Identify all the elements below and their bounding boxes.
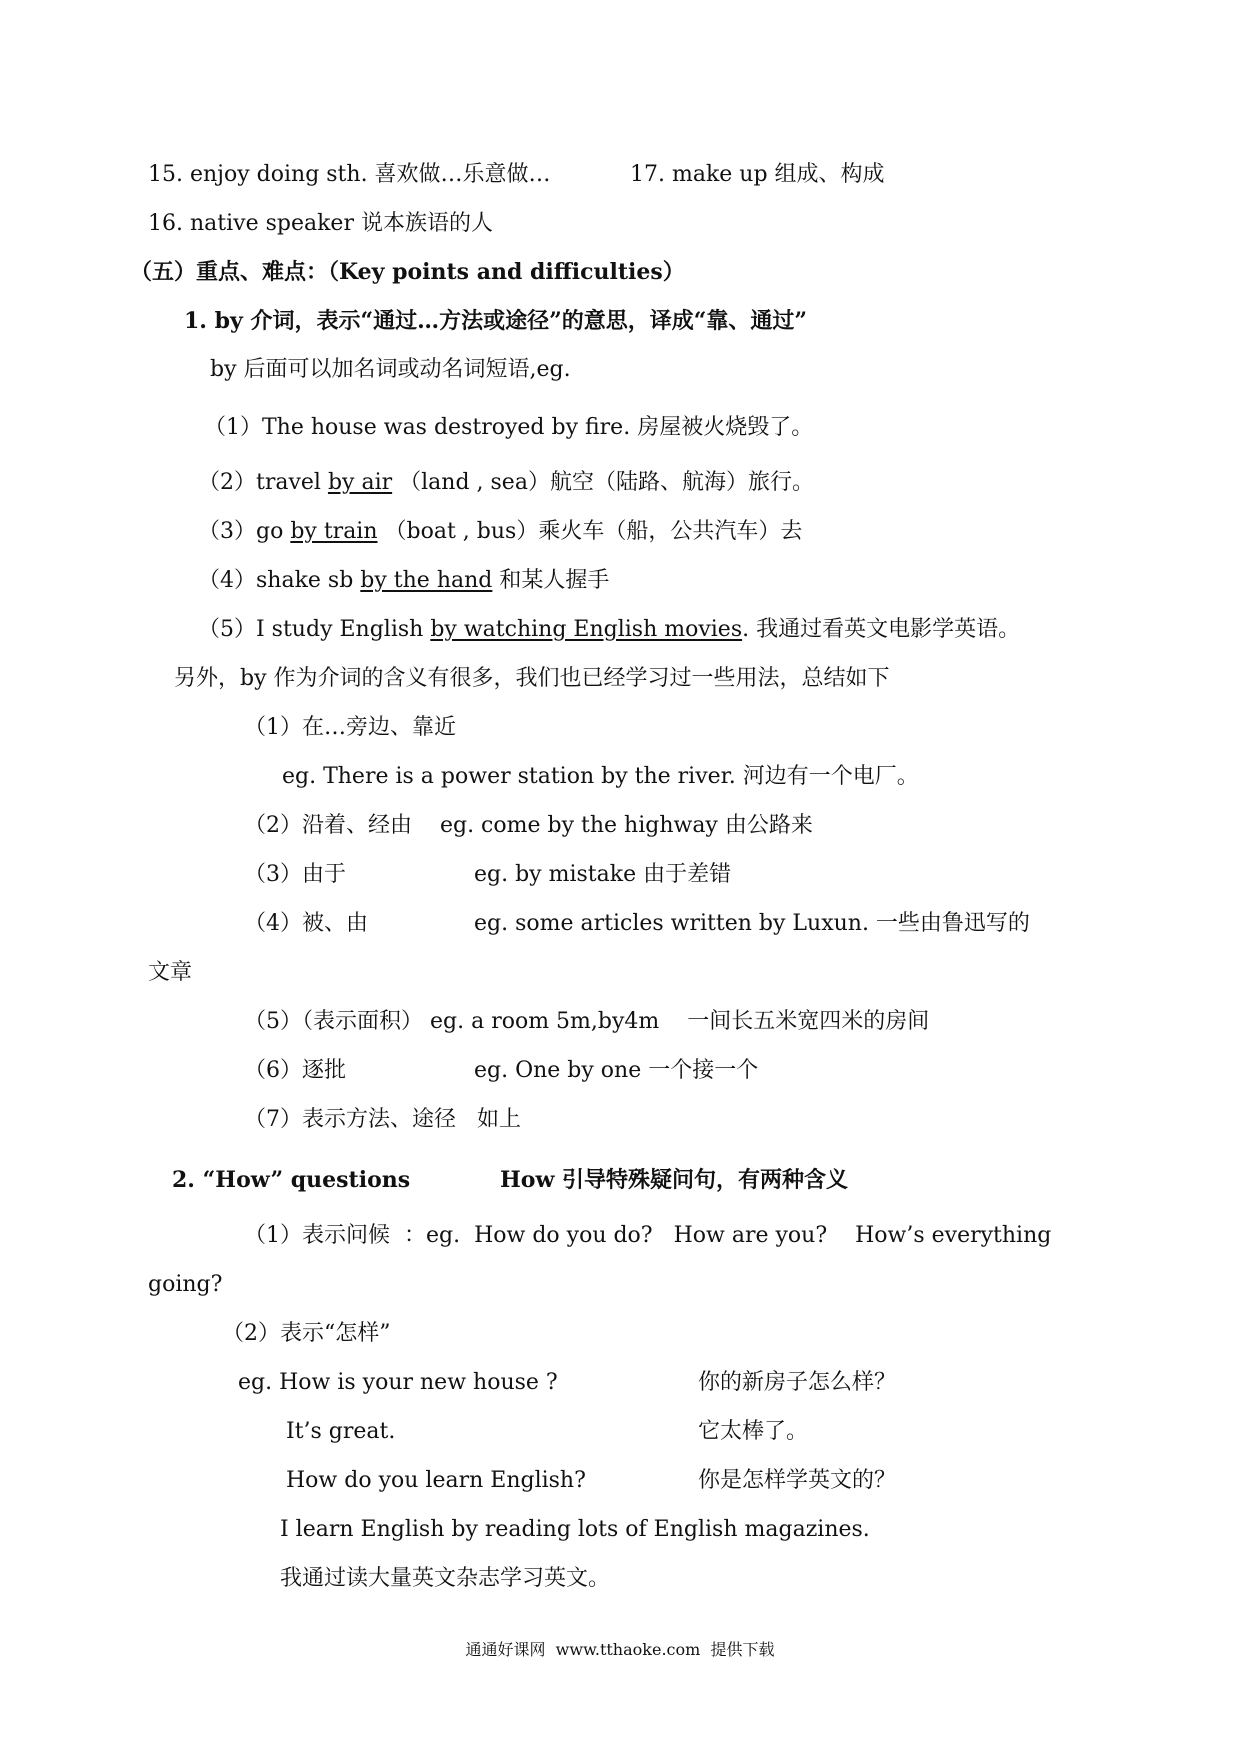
page-footer: 通通好课网 www.tthaoke.com 提供下载 (465, 1640, 775, 1659)
vocab-17: 17. make up 组成、构成 (630, 162, 885, 187)
how-meaning-1: （1）表示问候 ：eg. How do you do? How are you? How’s everything (244, 1223, 1052, 1248)
by-example-4 (198, 568, 609, 594)
vocab-15: 15. enjoy doing sth. 喜欢做…乐意做… (148, 162, 551, 187)
by-usage-6-label: （6）逐批 (244, 1058, 346, 1083)
by-summary: 另外，by 作为介词的含义有很多，我们也已经学习过一些用法，总结如下 (174, 666, 890, 691)
by-example-3-pre: （3）go (198, 519, 291, 544)
by-usage-1: （1）在…旁边、靠近 (244, 715, 456, 740)
by-example-2-underlined: by air (327, 470, 393, 495)
by-example-4-post: 和某人握手 (492, 568, 610, 593)
by-example-5-underlined: by watching English movies (430, 617, 743, 642)
how-question-1-cn: 你的新房子怎么样？ (698, 1370, 897, 1395)
by-example-5-post: . 我通过看英文电影学英语。 (742, 617, 1021, 642)
vocab-16: 16. native speaker 说本族语的人 (148, 211, 493, 236)
by-example-4-pre: （4）shake sb (198, 568, 361, 593)
how-question-2: How do you learn English? (286, 1468, 586, 1493)
point2-heading-left: 2. “How” questions (172, 1167, 411, 1193)
by-usage-1-example: eg. There is a power station by the river. 河边有一个电厂。 (282, 764, 919, 789)
point1-heading: 1. by 介词，表示“通过…方法或途径”的意思，译成“靠、通过” (184, 308, 808, 334)
by-example-5 (198, 617, 1020, 643)
by-usage-2: （2）沿着、经由 eg. come by the highway 由公路来 (244, 813, 813, 838)
by-usage-4-continuation: 文章 (148, 960, 193, 985)
point1-intro: by 后面可以加名词或动名词短语,eg. (210, 357, 571, 382)
by-example-3 (198, 519, 802, 545)
by-example-2 (198, 470, 814, 496)
by-usage-3-label: （3）由于 (244, 862, 346, 887)
by-example-2-post: （land , sea）航空（陆路、航海）旅行。 (392, 470, 814, 495)
by-usage-3-example: eg. by mistake 由于差错 (474, 862, 732, 887)
by-example-4-underlined: by the hand (360, 568, 493, 593)
point2-heading-right: How 引导特殊疑问句，有两种含义 (500, 1167, 849, 1193)
how-answer-1: It’s great. (286, 1419, 396, 1444)
by-example-2-pre: （2）travel (198, 470, 328, 495)
by-usage-6-example: eg. One by one 一个接一个 (474, 1058, 759, 1083)
how-answer-2: I learn English by reading lots of English magazines. (280, 1517, 870, 1542)
by-usage-4-example: eg. some articles written by Luxun. 一些由鲁迅写的 (474, 911, 1030, 936)
how-answer-1-cn: 它太棒了。 (698, 1419, 809, 1444)
by-usage-7: （7）表示方法、途径 如上 (244, 1107, 521, 1132)
by-example-1: （1）The house was destroyed by fire. 房屋被火烧毁了。 (204, 415, 814, 440)
by-usage-4-label: （4）被、由 (244, 911, 368, 936)
how-answer-2-cn: 我通过读大量英文杂志学习英文。 (280, 1566, 611, 1591)
how-meaning-1-continuation: going? (148, 1272, 223, 1297)
by-usage-5: （5）（表示面积） eg. a room 5m,by4m 一间长五米宽四米的房间 (244, 1009, 930, 1034)
by-example-5-pre: （5）I study English (198, 617, 431, 642)
how-meaning-2: （2）表示“怎样” (222, 1321, 391, 1346)
how-question-1: eg. How is your new house ? (238, 1370, 558, 1395)
section-heading: （五）重点、难点：（Key points and difficulties） (130, 259, 685, 285)
how-question-2-cn: 你是怎样学英文的？ (698, 1468, 897, 1493)
by-example-3-post: （boat , bus）乘火车（船，公共汽车）去 (377, 519, 803, 544)
by-example-3-underlined: by train (290, 519, 378, 544)
